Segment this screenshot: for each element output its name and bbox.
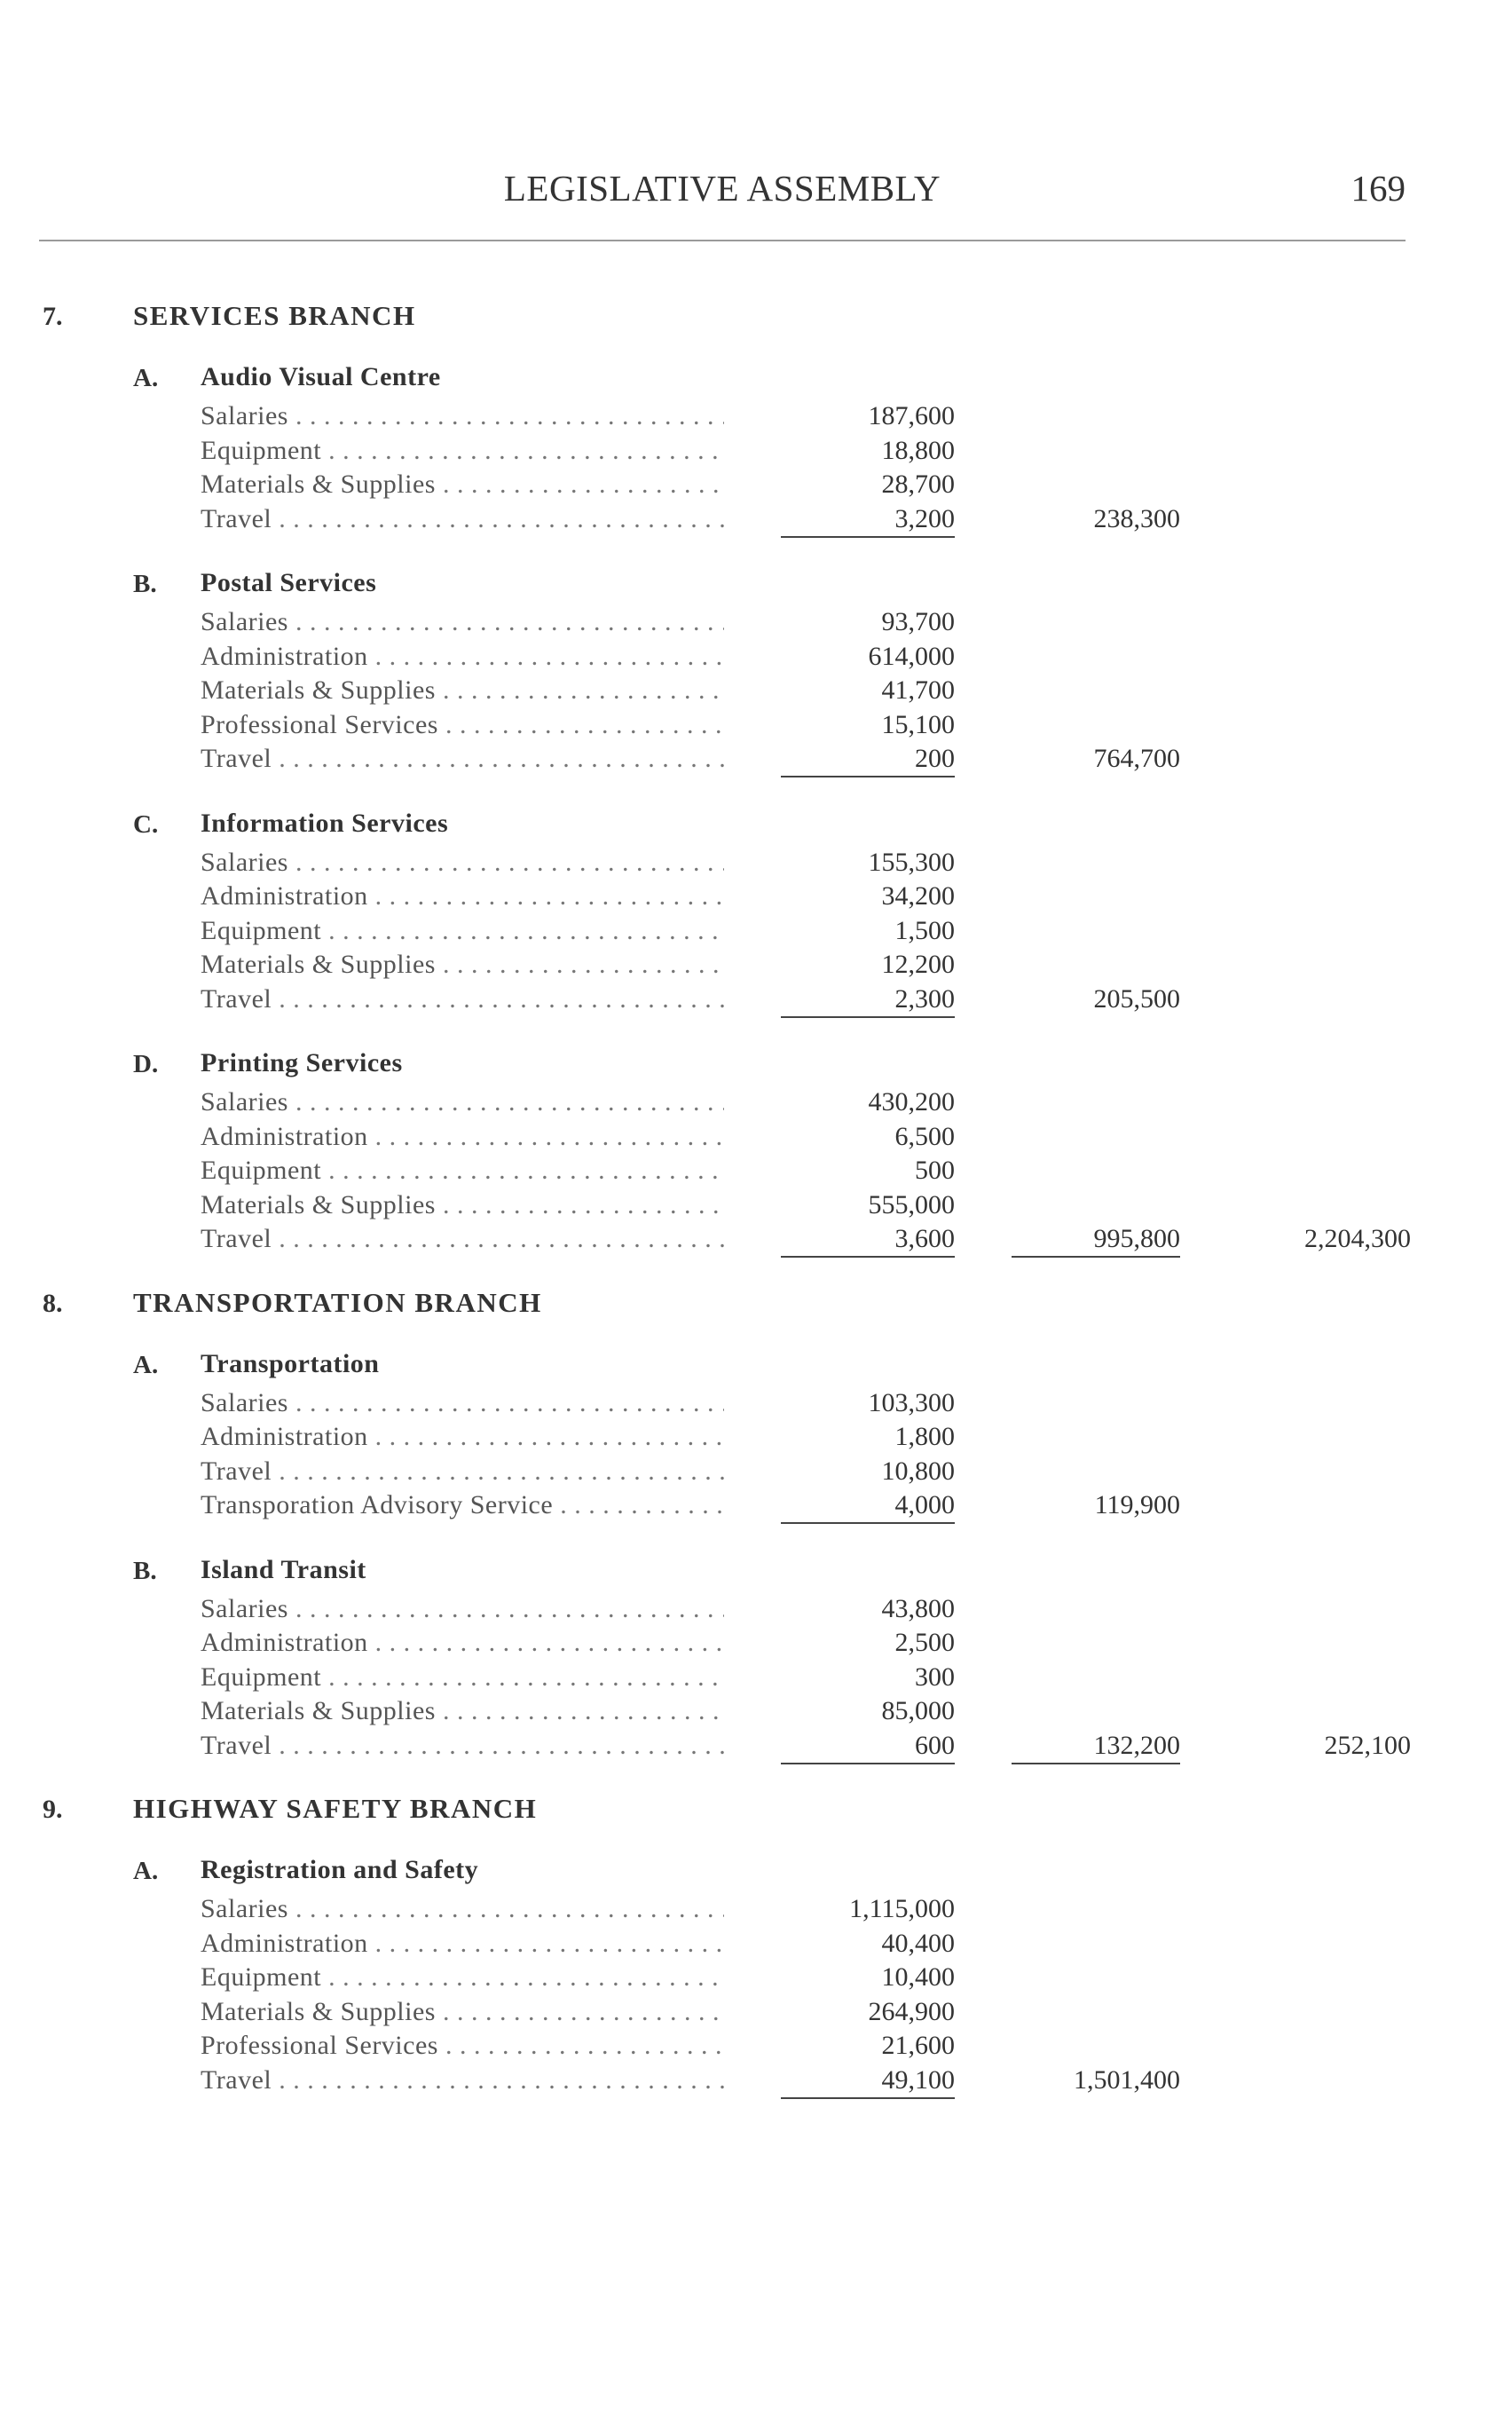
line-item-label: Materials & Supplies . . .: [201, 1997, 724, 2031]
line-item-amount: 155,300: [868, 847, 955, 877]
line-item-label: Equipment . . .: [201, 436, 724, 470]
section-title: Postal Services: [201, 568, 377, 597]
line-item-amount: 3,200: [781, 504, 955, 538]
line-item: [0, 744, 1512, 778]
line-item-amount: 4,000: [781, 1490, 955, 1524]
line-item: [0, 2031, 1512, 2065]
line-item-label: Travel . . .: [201, 504, 724, 538]
line-item-amount: 200: [781, 744, 955, 777]
line-item-amount: 614,000: [868, 641, 955, 671]
line-item-label: Materials & Supplies . . .: [201, 1190, 724, 1224]
branch-total: 2,204,300: [1304, 1224, 1411, 1253]
section-letter: B.: [133, 570, 157, 598]
line-item-label: Travel . . .: [201, 1224, 724, 1258]
branch-number: 7.: [43, 302, 63, 331]
line-item-label: Salaries . . .: [201, 848, 724, 881]
section-title: Audio Visual Centre: [201, 362, 441, 391]
line-item-amount: 2,300: [781, 984, 955, 1018]
line-item-amount: 600: [781, 1731, 955, 1764]
line-item-label: Administration . . .: [201, 1422, 724, 1456]
line-item-label: Salaries . . .: [201, 1087, 724, 1121]
section: [0, 1546, 1512, 1765]
line-item-amount: 28,700: [881, 470, 955, 499]
line-item-label: Administration . . .: [201, 642, 724, 675]
line-item-amount: 1,800: [894, 1422, 955, 1451]
estimates-content: [0, 293, 1512, 2120]
line-item-label: Travel . . .: [201, 2065, 724, 2099]
line-item-amount: 430,200: [868, 1087, 955, 1117]
line-item-label: Salaries . . .: [201, 1894, 724, 1928]
line-item-amount: 300: [915, 1661, 955, 1692]
line-item: [0, 1731, 1512, 1765]
line-item: [0, 1190, 1512, 1225]
line-item: [0, 1087, 1512, 1122]
line-item: [0, 436, 1512, 470]
section-total: 995,800: [1012, 1224, 1180, 1258]
section-heading: [0, 353, 1512, 401]
line-item: [0, 1696, 1512, 1731]
branch: [0, 1280, 1512, 1765]
line-item: [0, 1929, 1512, 1963]
line-item-amount: 555,000: [868, 1189, 955, 1219]
line-item-amount: 10,400: [881, 1962, 955, 1992]
line-item: [0, 2065, 1512, 2100]
line-item-label: Salaries . . .: [201, 1388, 724, 1422]
line-item-amount: 85,000: [881, 1696, 955, 1725]
line-item-label: Travel . . .: [201, 744, 724, 777]
line-item: [0, 1456, 1512, 1491]
section-total: 132,200: [1012, 1731, 1180, 1764]
branch-title: SERVICES BRANCH: [133, 300, 416, 331]
section-title: Registration and Safety: [201, 1855, 479, 1884]
line-item-label: Salaries . . .: [201, 607, 724, 641]
branch-heading: [0, 1280, 1512, 1340]
line-item: [0, 710, 1512, 745]
section-letter: A.: [133, 1350, 159, 1379]
branch-title: HIGHWAY SAFETY BRANCH: [133, 1793, 538, 1824]
line-item-amount: 12,200: [881, 950, 955, 979]
line-item-amount: 1,500: [894, 915, 955, 945]
line-item: [0, 848, 1512, 882]
section: [0, 1340, 1512, 1525]
section-title: Island Transit: [201, 1554, 366, 1584]
line-item-label: Travel . . .: [201, 984, 724, 1018]
branch: [0, 293, 1512, 1259]
line-item-label: Professional Services . . .: [201, 2031, 724, 2064]
line-item-label: Administration . . .: [201, 1628, 724, 1661]
line-item: [0, 1997, 1512, 2032]
line-item-amount: 49,100: [781, 2065, 955, 2099]
section-letter: D.: [133, 1050, 159, 1078]
line-item: [0, 504, 1512, 539]
line-item-label: Equipment . . .: [201, 1662, 724, 1696]
line-item-amount: 34,200: [881, 881, 955, 911]
line-item-amount: 1,115,000: [849, 1894, 955, 1923]
line-item: [0, 607, 1512, 642]
line-item-amount: 6,500: [894, 1121, 955, 1151]
line-item-label: Equipment . . .: [201, 1962, 724, 1996]
section-total: 764,700: [1093, 744, 1180, 773]
line-item: [0, 1628, 1512, 1662]
header-rule: [39, 240, 1406, 241]
section-heading: [0, 800, 1512, 848]
line-item-label: Administration . . .: [201, 1929, 724, 1962]
line-item: [0, 1662, 1512, 1697]
line-item: [0, 1122, 1512, 1156]
section-letter: A.: [133, 1857, 159, 1885]
line-item: [0, 1388, 1512, 1423]
section: [0, 800, 1512, 1019]
line-item-amount: 264,900: [868, 1996, 955, 2026]
branch-number: 8.: [43, 1288, 63, 1318]
line-item-amount: 18,800: [881, 435, 955, 465]
line-item: [0, 1422, 1512, 1456]
section-letter: A.: [133, 364, 159, 392]
line-item-amount: 500: [915, 1156, 955, 1185]
line-item: [0, 1156, 1512, 1190]
line-item-amount: 103,300: [868, 1387, 955, 1417]
section: [0, 353, 1512, 538]
line-item: [0, 1594, 1512, 1629]
line-item: [0, 1894, 1512, 1929]
line-item: [0, 950, 1512, 984]
line-item-label: Materials & Supplies . . .: [201, 675, 724, 709]
section-heading: [0, 559, 1512, 607]
page-title: LEGISLATIVE ASSEMBLY: [503, 168, 941, 209]
line-item-label: Equipment . . .: [201, 1156, 724, 1189]
section: [0, 1846, 1512, 2099]
line-item-label: Salaries . . .: [201, 401, 724, 435]
section-total: 238,300: [1093, 503, 1180, 533]
line-item-amount: 40,400: [881, 1928, 955, 1958]
section-letter: B.: [133, 1556, 157, 1585]
line-item-amount: 41,700: [881, 675, 955, 705]
line-item-label: Administration . . .: [201, 1122, 724, 1156]
branch-number: 9.: [43, 1795, 63, 1824]
line-item-label: Materials & Supplies . . .: [201, 470, 724, 503]
line-item-label: Professional Services . . .: [201, 710, 724, 744]
line-item-label: Transporation Advisory Service . . .: [201, 1490, 724, 1524]
line-item-label: Administration . . .: [201, 881, 724, 915]
line-item-amount: 21,600: [881, 2031, 955, 2060]
section-letter: C.: [133, 809, 159, 839]
line-item-amount: 15,100: [881, 709, 955, 739]
line-item: [0, 470, 1512, 504]
line-item-amount: 2,500: [894, 1628, 955, 1657]
section-heading: [0, 1846, 1512, 1894]
line-item-label: Equipment . . .: [201, 916, 724, 950]
line-item: [0, 1490, 1512, 1525]
branch-heading: [0, 1786, 1512, 1846]
line-item: [0, 916, 1512, 951]
section-total: 205,500: [1093, 983, 1180, 1014]
section-heading: [0, 1546, 1512, 1594]
line-item-label: Travel . . .: [201, 1731, 724, 1764]
line-item-label: Travel . . .: [201, 1456, 724, 1490]
section-title: Printing Services: [201, 1048, 403, 1077]
section-title: Information Services: [201, 808, 449, 838]
line-item: [0, 984, 1512, 1019]
branch: [0, 1786, 1512, 2099]
section: [0, 1039, 1512, 1259]
section-heading: [0, 1340, 1512, 1388]
line-item-amount: 93,700: [881, 607, 955, 636]
line-item: [0, 401, 1512, 436]
branch-heading: [0, 293, 1512, 353]
branch-total: 252,100: [1324, 1730, 1411, 1760]
section: [0, 559, 1512, 778]
line-item: [0, 675, 1512, 710]
line-item-amount: 187,600: [868, 401, 955, 430]
section-total: 119,900: [1094, 1490, 1180, 1519]
line-item-label: Salaries . . .: [201, 1594, 724, 1628]
page-header: [39, 167, 1406, 247]
line-item-label: Materials & Supplies . . .: [201, 950, 724, 983]
branch-title: TRANSPORTATION BRANCH: [133, 1286, 542, 1318]
line-item: [0, 1224, 1512, 1259]
section-title: Transportation: [201, 1348, 380, 1378]
line-item: [0, 642, 1512, 676]
line-item-amount: 10,800: [881, 1456, 955, 1486]
section-total: 1,501,400: [1074, 2064, 1180, 2095]
section-heading: [0, 1039, 1512, 1087]
line-item: [0, 1962, 1512, 1997]
line-item-amount: 43,800: [881, 1593, 955, 1623]
line-item-label: Materials & Supplies . . .: [201, 1696, 724, 1730]
line-item-amount: 3,600: [781, 1224, 955, 1258]
line-item: [0, 881, 1512, 916]
page-number: 169: [1351, 168, 1406, 209]
